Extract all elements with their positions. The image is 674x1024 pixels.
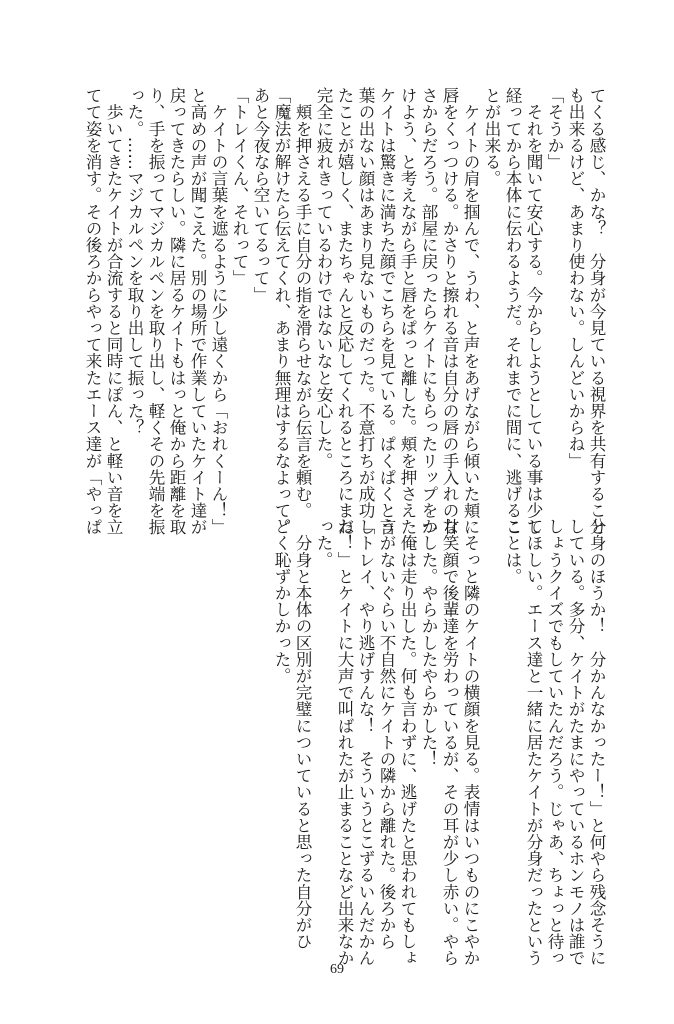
text-line: 唇をくっつける。かさりと擦れる音は自分の唇の手入れの甘 [440,87,459,536]
text-line: 頬を押さえる手に自分の指を滑らせながら伝言を頼む。 [293,87,312,519]
text-line: 分身のほうか！ 分かんなかったー！」と何やら残念そうに [587,518,606,967]
text-line: てくる感じ、かな？ 分身が今見ている視界を共有すること [587,87,606,536]
text-line: り、手を振ってマジカルペンを取り出し、軽くその先端を振 [146,87,165,536]
text-line: とが出来る。 [482,87,501,187]
text-line: 戻ってきたらしい。隣に居るケイトもはっと俺から距離を取 [167,87,186,536]
text-line: 分身と本体の区別が完璧についていると思った自分がひ [293,518,312,950]
text-line: している。多分、ケイトがたまにやっているホンモノは誰で [566,518,585,967]
text-line: 「魔法が解けたら伝えてくれ、あまり無理はするなよって。 [272,87,291,536]
text-line: 「トレイくん、それって」 [230,87,249,287]
text-line: 俺は走り出した。何も言わずに、逃げたと思われてもしょ [398,518,417,967]
text-line: 葉の出ない顔はあまり見ないものだった。不意打ちが成功し [356,87,375,536]
text-line: そっと隣のケイトの横顔を見る。表情はいつものにこやか [461,518,480,967]
text-line: どく恥ずかしかった。 [272,518,291,684]
text-line: と高めの声が聞こえた。別の場所で作業していたケイト達が [188,87,207,536]
text-line: ケイトは驚きに満ちた顔でこちらを見ている。ぱくぱくと言 [377,87,396,536]
text-line: ケイトの言葉を遮るように少し遠くから「おれくーん！」 [209,87,228,536]
text-line: あと今夜なら空いてるって」 [251,87,270,303]
text-line: けよう、と考えながら手と唇をぱっと離した。頬を押さえた [398,87,417,536]
text-line: ケイトの肩を掴んで、うわ、と声をあげながら傾いた頬に [461,87,480,536]
text-line: 歩いてきたケイトが合流すると同時にぽん、と軽い音を立 [104,87,123,536]
text-line: さからだろう。部屋に戻ったらケイトにもらったリップをつ [419,87,438,536]
text-line: な笑顔で後輩達を労わっているが、その耳が少し赤い。やら [440,518,459,967]
page-number: 69 [330,962,344,977]
upper-text-block [82,87,607,536]
text-line: 「トレイ、やり逃げすんな！ そういうとこずるいんだかん [356,518,375,967]
text-line: 完全に疲れきっているわけではないなと安心した。 [314,87,333,469]
text-line: った。……マジカルペンを取り出して振った？ [125,87,144,436]
text-line: たことが嬉しく、またちゃんと反応してくれるところにまだ [335,87,354,536]
text-line [481,518,502,930]
text-line: った。 [314,518,333,568]
text-line: しょうクイズでもしていたんだろう。じゃあ、ちょっと待っ [545,518,564,967]
text-line: てて姿を消す。その後ろからやって来たエース達が「やっぱ [83,87,102,536]
text-line: も出来るけど、あまり使わない。しんどいからね」 [566,87,585,469]
text-line: ことは。 [503,518,522,585]
text-line: かした。やらかしたやらかした！ [419,518,438,767]
text-line: それを聞いて安心する。今からしようとしている事は少し [524,87,543,536]
text-line: てほしい。エース達と一緒に居たケイトが分身だったという [524,518,543,967]
lower-text-block [271,518,607,967]
text-line: ね！」とケイトに大声で叫ばれたが止まることなど出来なか [335,518,354,967]
text-line: 経ってから本体に伝わるようだ。それまでに間に、逃げるこ [503,87,522,536]
text-line: うがないぐらい不自然にケイトの隣から離れた。後ろから [377,518,396,950]
text-line: 「そうか」 [545,87,564,170]
